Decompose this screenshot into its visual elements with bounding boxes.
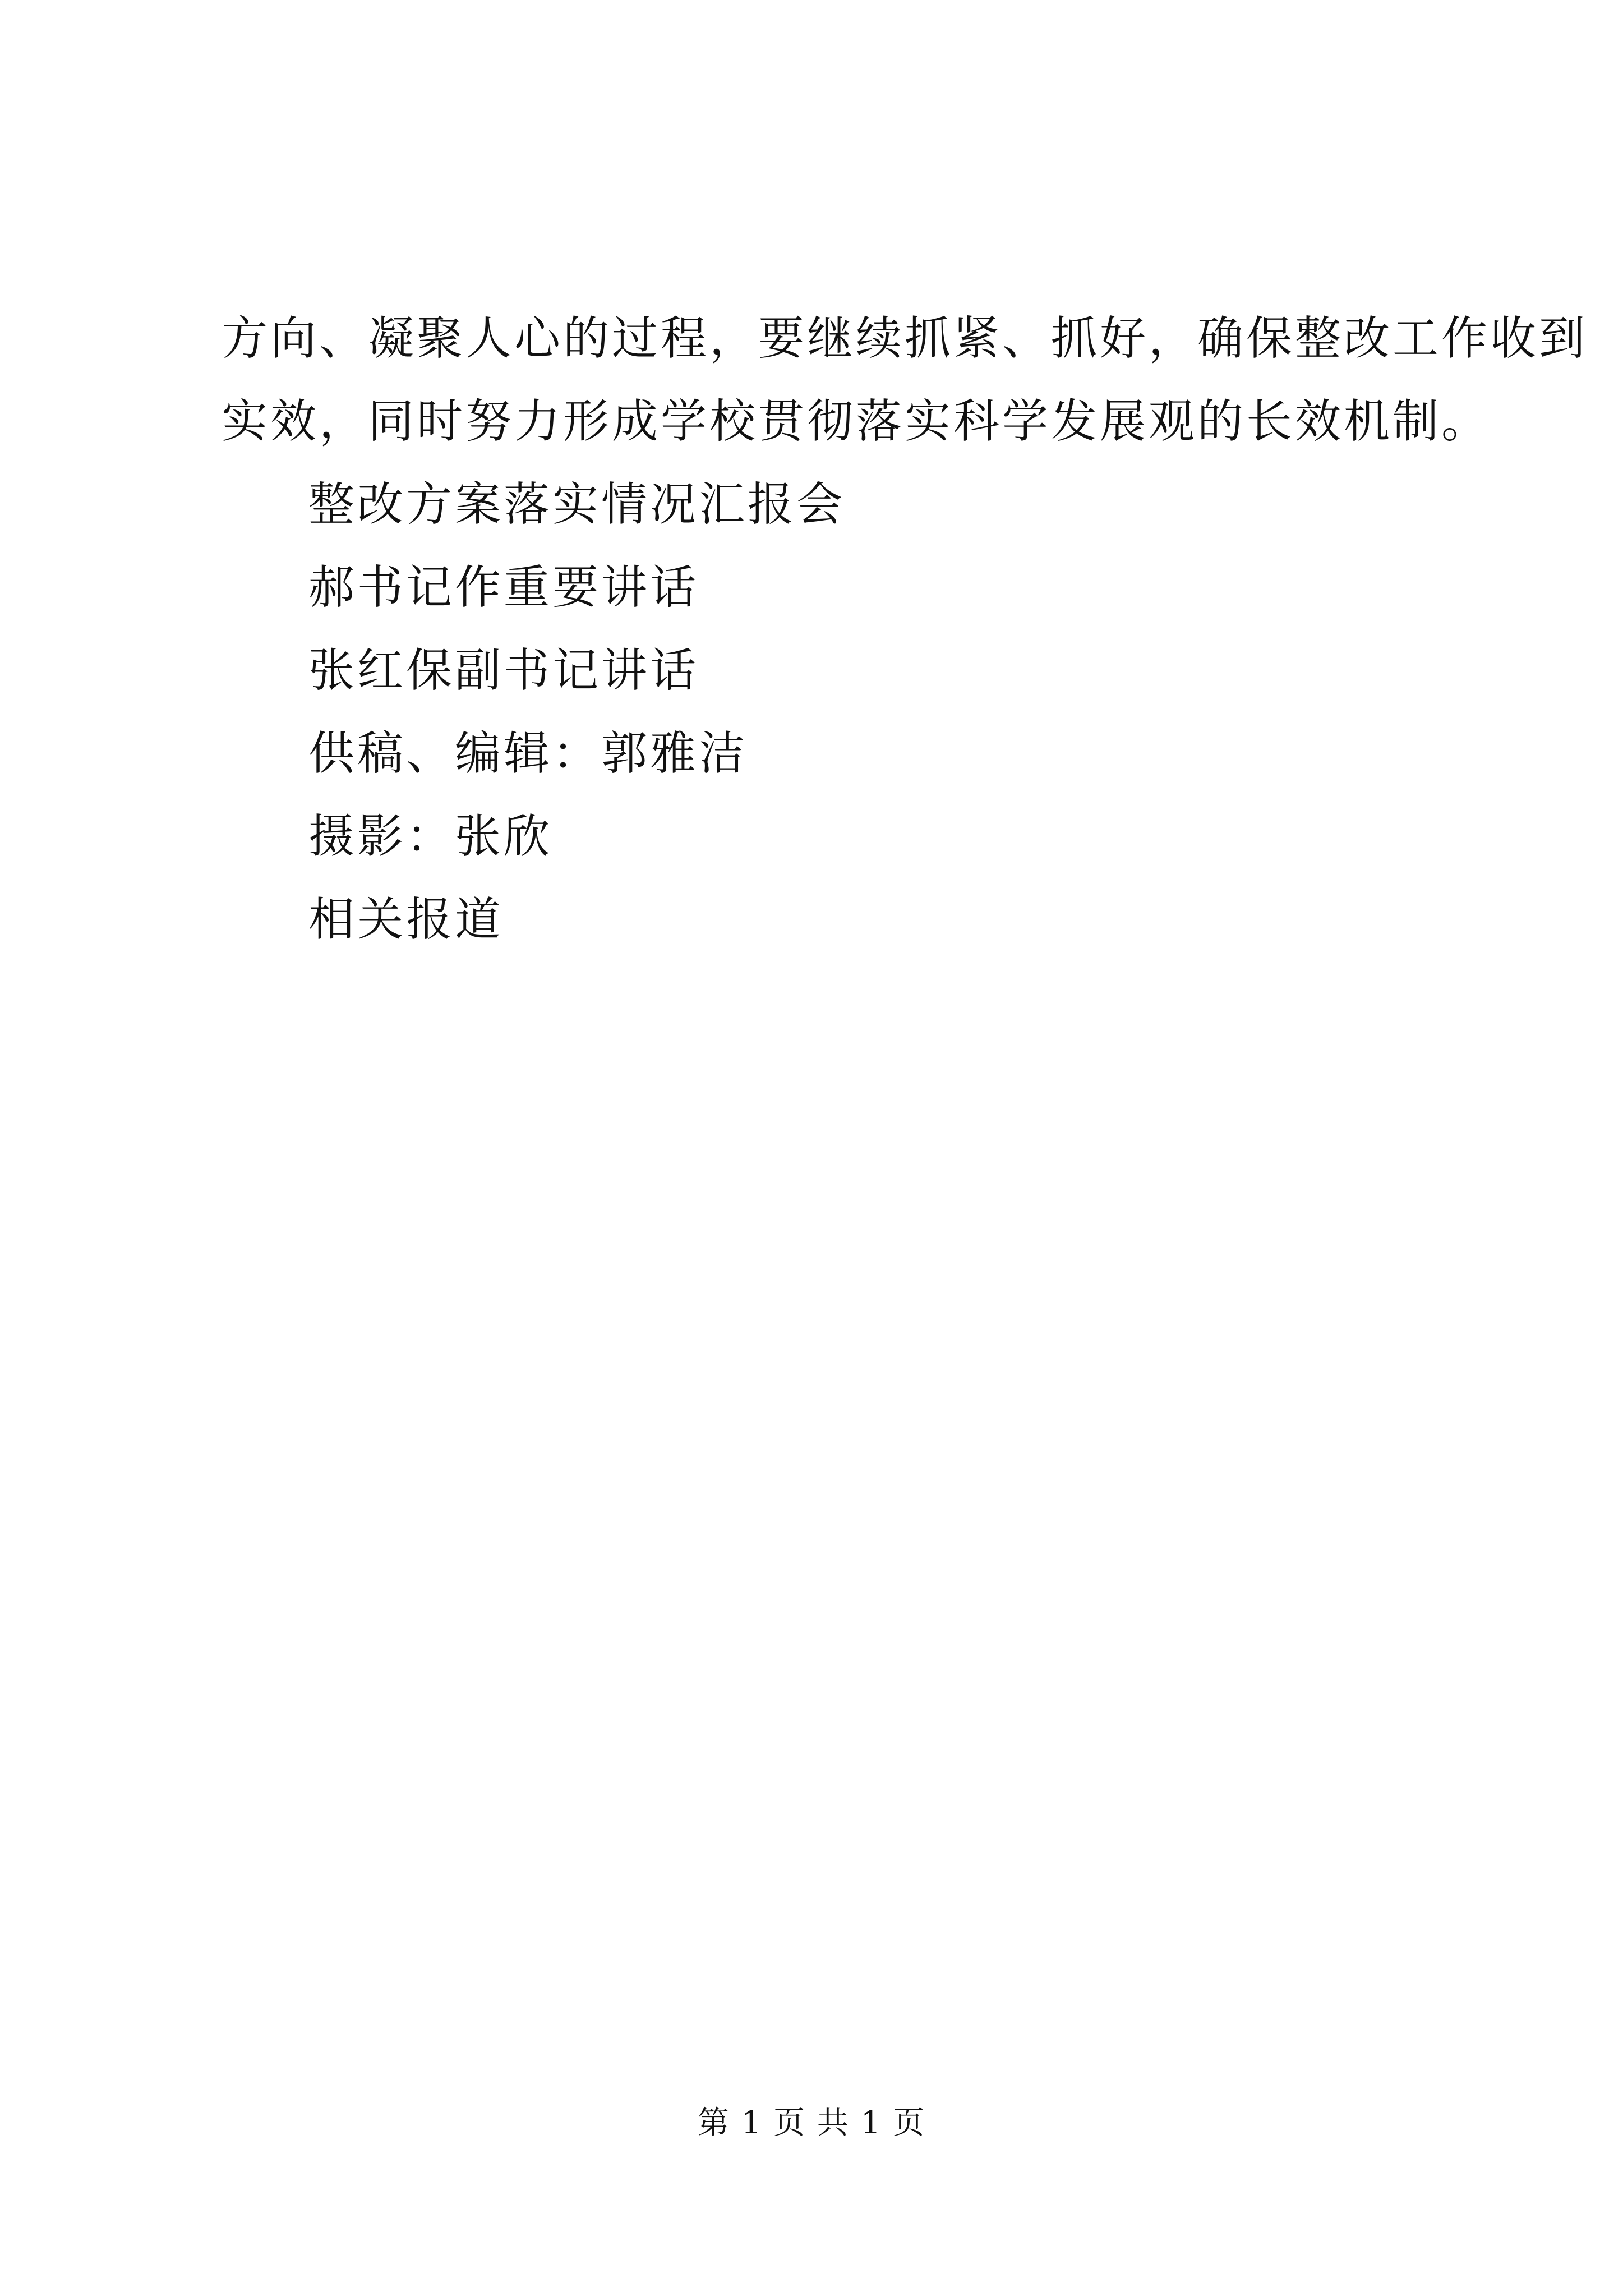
- body-line-2: 实效，同时努力形成学校贯彻落实科学发展观的长效机制。: [222, 395, 1491, 448]
- caption-meeting: 整改方案落实情况汇报会: [308, 478, 846, 531]
- page-number-footer: 第 1 页 共 1 页: [697, 2105, 926, 2141]
- photo-credit: 摄影：张欣: [308, 810, 553, 863]
- caption-speech-hao: 郝书记作重要讲话: [308, 561, 699, 614]
- related-reports: 相关报道: [308, 893, 504, 946]
- editor-credit: 供稿、编辑：郭雅洁: [308, 727, 748, 780]
- document-body: [222, 297, 1588, 961]
- body-line-1: 方向、凝聚人心的过程，要继续抓紧、抓好，确保整改工作收到: [222, 312, 1588, 365]
- caption-speech-zhang: 张红保副书记讲话: [308, 644, 699, 697]
